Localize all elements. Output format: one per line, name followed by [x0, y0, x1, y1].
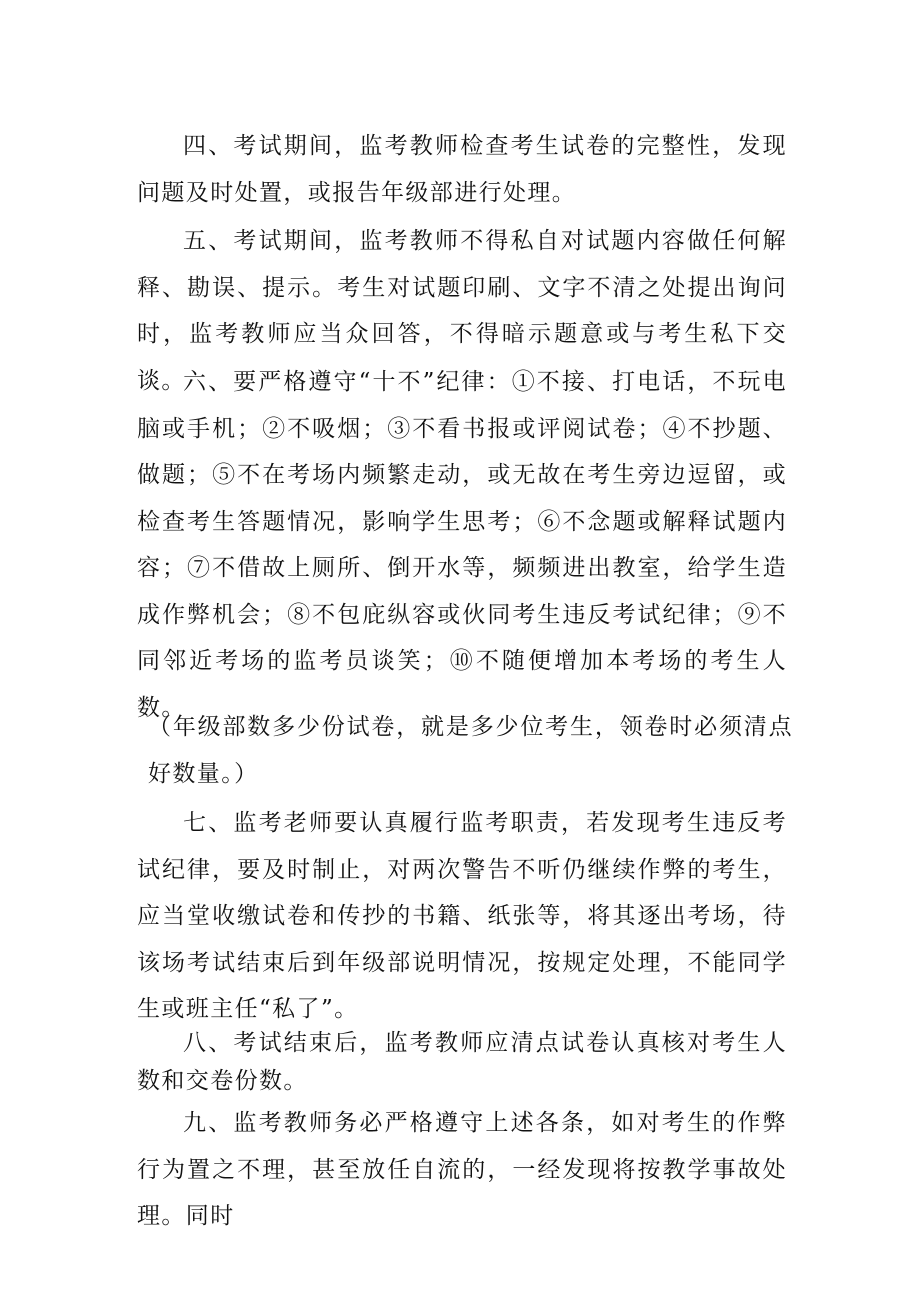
paragraph-note: （年级部数多少份试卷，就是多少位考生，领卷时必须清点好数量。）: [148, 714, 793, 787]
paragraph-item-4: 四、考试期间，监考教师检查考生试卷的完整性，发现问题及时处置，或报告年级部进行处理。: [137, 133, 787, 206]
paragraph-item-5: 五、考试期间，监考教师不得私自对试题内容做任何解释、勘误、提示。考生对试题印刷、文字不清之处提出询问时，监考教师应当众回答，不得暗示题意或与考生私下交谈。: [137, 228, 787, 394]
paragraph-item-6: 六、要严格遵守“十不”纪律：①不接、打电话，不玩电脑或手机；②不吸烟；③不看书报或评阅试卷；④不抄题、做题；⑤不在考场内频繁走动，或无故在考生旁边逗留，或检查考生答题情况，影响学生思考；⑥不念题或解释试题内容；⑦不借故上厕所、倒开水等，频频进出教室，给学生造成作弊机会；⑧不包庇纵容或伙同考生违反考试纪律；⑨不同邻近考场的监考员谈笑；⑩不随便增加本考场的考生人数。: [137, 369, 787, 721]
paragraph-item-7: 七、监考老师要认真履行监考职责，若发现考生违反考试纪律，要及时制止，对两次警告不听仍继续作弊的考生，应当堂收缴试卷和传抄的书籍、纸张等，将其逐出考场，待该场考试结束后到年级部说明情况，按规定处理，不能同学生或班主任“私了”。: [137, 810, 787, 1022]
paragraph-item-9: 九、监考教师务必严格遵守上述各条，如对考生的作弊行为置之不理，甚至放任自流的，一经发现将按教学事故处理。同时: [137, 1110, 787, 1229]
paragraph-item-8: 八、考试结束后，监考教师应清点试卷认真核对考生人数和交卷份数。: [137, 1030, 787, 1094]
